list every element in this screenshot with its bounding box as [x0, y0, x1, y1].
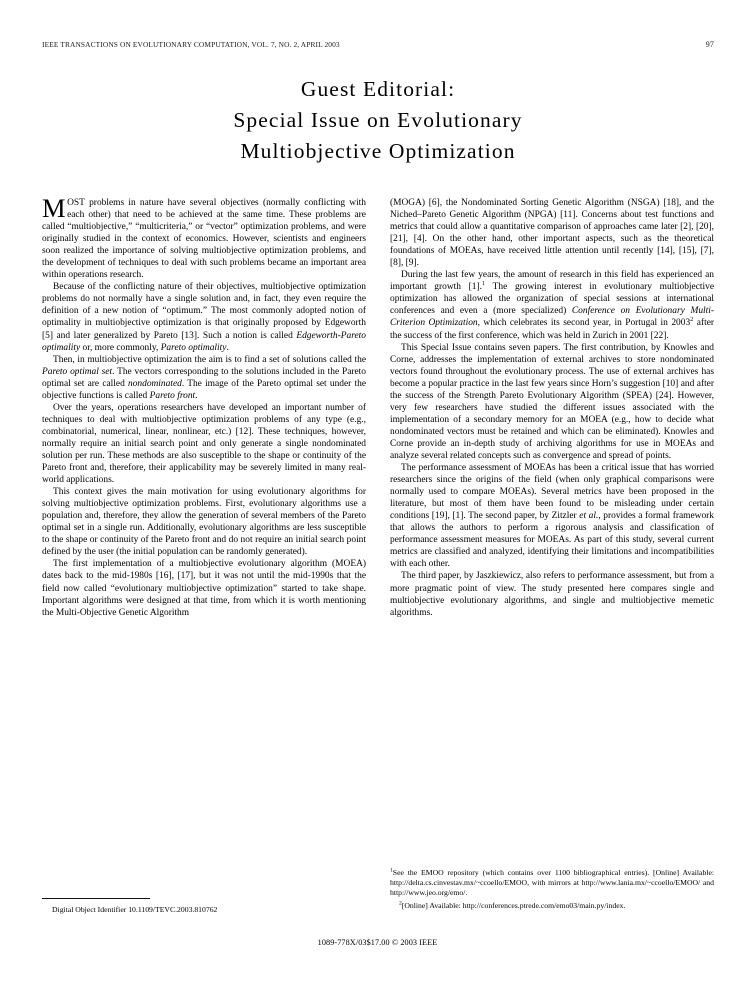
footnote-2-text: [Online] Available: http://conferences.ptrede.com/emo03/main.py/index. [401, 901, 626, 911]
title-line-1: Guest Editorial: [300, 77, 456, 101]
running-head-text: IEEE TRANSACTIONS ON EVOLUTIONARY COMPUTATION, VOL. 7, NO. 2, APRIL 2003 [42, 40, 340, 49]
paragraph-motivation: This context gives the main motivation for using evolutionary algorithms for solving multiobjective optimization problems. First, evolutionary algorithms use a population and, therefore, they allow the generation of several members of the Pareto optimal set in a single run. Additionally, evolutionary algorithms are less susceptible to the shape or continuity of the Pareto front and do not require an initial search point defined by the user (the initial population can be randomly generated). [42, 487, 366, 558]
footnote-1-text: See the EMOO repository (which contains over 1100 bibliographical entries). [Online] Available: http://delta.cs.cinvestav.mx/~ccoello/EMOO, with mirrors at http://www.lania.mx/~ccoello/EMOO/ and http://www.jeo.org/emo/. [390, 868, 714, 898]
term-pareto-front: Pareto front [149, 390, 196, 401]
para2-part1: Because of the conflicting nature of their objectives, multiobjective optimization problems do not normally have a single solution and, in fact, they even require the definition of a new notion of “optimum.” The most commonly adopted notion of optimality in multiobjective optimization is that originally proposed by Edgeworth [5] and later generalized by Pareto [13]. Such a notion is called [42, 282, 366, 341]
term-nondominated: nondominated [128, 378, 182, 389]
paragraph-algorithms: (MOGA) [6], the Nondominated Sorting Genetic Algorithm (NSGA) [18], and the Niched–Pareto Genetic Algorithm (NPGA) [11]. Concerns about test functions and metrics that could allow a quantitative comparison of approaches came later [2], [20], [21], [4]. On the other hand, other important aspects, such as the theoretical foundations of MOEAs, have received little attention until recently [14], [15], [7], [8], [9]. [390, 198, 714, 269]
para2-part2: or, more commonly, [80, 342, 161, 353]
footnote-marker-1[interactable]: 1 [481, 280, 486, 288]
paragraph-first-paper: This Special Issue contains seven papers. The first contribution, by Knowles and Corne, addresses the implementation of external archives to store nondominated vectors found throughout the evolutionary process. The use of external archives has become a popular practice in the last few years since Horn’s suggestion [10] and after the success of the Strength Pareto Evolutionary Algorithm (SPEA) [24]. However, very few researchers have studied the different issues associated with the implementation of a secondary memory for an MOEA (e.g., how to decide what nondominated vectors must be retained and which can be eliminated). Knowles and Corne provide an in-depth study of archiving algorithms for use in MOEAs and analyze several related concepts such as convergence and spread of points. [390, 342, 714, 461]
running-head [42, 40, 714, 49]
page-number: 97 [705, 40, 714, 49]
para-growth-part4: after the success of the first conference, which was held in Zurich in 2001 [22]. [390, 318, 714, 341]
term-pareto-optimality: Pareto optimality [160, 342, 227, 353]
paragraph-pareto-optimality [42, 281, 366, 353]
para3-part2: . The vectors corresponding to the solutions included in the Pareto optimal set are called [42, 366, 366, 389]
footnote-separator-rule [42, 898, 150, 899]
term-pareto-optimal-set: Pareto optimal set [42, 366, 113, 377]
page-title [60, 74, 696, 167]
footnote-2-marker: 2 [399, 900, 402, 907]
para3-part1: Then, in multiobjective optimization the aim is to find a set of solutions called the [53, 354, 366, 365]
paragraph-pareto-set [42, 354, 366, 402]
doi-text: Digital Object Identifier 10.1109/TEVC.2003.810762 [52, 904, 218, 914]
footnote-2 [390, 901, 714, 911]
paragraph-or-techniques: Over the years, operations researchers have developed an important number of techniques to deal with multiobjective optimization problems of any type (e.g., combinatorial, numerical, linear, nonlinear, etc.) [12]. These techniques, however, normally require an initial search point and only generate a single nondominated solution per run. These methods are also susceptible to the shape or continuity of the Pareto front and, therefore, their applicability may be severely limited in many real-world applications. [42, 402, 366, 486]
term-edgeworth-pareto: Edgeworth-Pareto optimality [42, 330, 366, 353]
small-caps-lead: OST [67, 198, 85, 208]
para3-part4: . [195, 390, 198, 401]
footnote-1 [390, 868, 714, 898]
para-growth-part1: During the last few years, the amount of research in this field has experienced an important growth [1]. [390, 270, 714, 293]
footnotes-block [390, 868, 714, 912]
para-second-part1: The performance assessment of MOEAs has been a critical issue that has worried researchers since the origins of the field (when only graphical comparisons were normally used to compare MOEAs). Several metrics have been proposed in the literature, but most of them have been found to be misleading under certain conditions [19], [1]. The second paper, by Zitzler [390, 463, 714, 522]
para-growth-part3: , which celebrates its second year, in Portugal in 2003 [477, 318, 691, 329]
title-line-3: Multiobjective Optimization [240, 139, 516, 163]
para-second-part2: , provides a formal framework that allows the authors to perform a rigorous analysis and classification of performance assessment measures for MOEAs. As part of this study, several current metrics are classified and analyzed, identifying their limitations and incompatibilities with each other. [390, 511, 714, 570]
para2-part3: . [226, 342, 229, 353]
paragraph-moea-history: The first implementation of a multiobjective evolutionary algorithm (MOEA) dates back to the mid-1980s [16], [17], but it was not until the mid-1990s that the field now called “evolutionary multiobjective optimization” started to take shape. Important algorithms were designed at that time, from which it is worth mentioning the Multi-Objective Genetic Algorithm [42, 559, 366, 618]
conference-name: Conference on Evolutionary Multi-Criterion Optimization [390, 306, 714, 329]
para-growth-part2: The growing interest in evolutionary multiobjective optimization has allowed the organization of special sessions at international conferences and even a (more specialized) [390, 282, 714, 317]
paragraph-intro [42, 193, 366, 281]
doi-footnote-block [42, 898, 366, 915]
footnote-1-marker: 1 [390, 867, 393, 874]
copyright-line: 1089-778X/03$17.00 © 2003 IEEE [317, 938, 438, 947]
paragraph-third-paper: The third paper, by Jaszkiewicz, also refers to performance assessment, but from a more pragmatic point of view. The study presented here compares single and multiobjective evolutionary algorithms, and single and multiobjective memetic algorithms. [390, 571, 714, 618]
footnote-marker-2[interactable]: 2 [690, 316, 694, 324]
right-column [390, 197, 714, 619]
drop-cap: M [42, 193, 66, 223]
et-al: et al. [579, 511, 599, 522]
left-column [42, 193, 367, 619]
paragraph-intro-text: problems in nature have several objectives (normally conflicting with each other) that need to be achieved at the same time. These problems are called “multiobjective,” “multicriteria,” or “vector” optimization problems, and were originally studied in the context of economics. However, scientists and engineers soon realized the importance of solving multiobjective optimization problems, and the development of techniques to deal with such problems became an important area within operations research. [42, 198, 366, 281]
para3-part3: . The image of the Pareto optimal set under the objective functions is called [42, 378, 367, 401]
paragraph-growth [390, 269, 714, 341]
paragraph-second-paper [390, 462, 714, 570]
title-line-2: Special Issue on Evolutionary [233, 108, 523, 132]
